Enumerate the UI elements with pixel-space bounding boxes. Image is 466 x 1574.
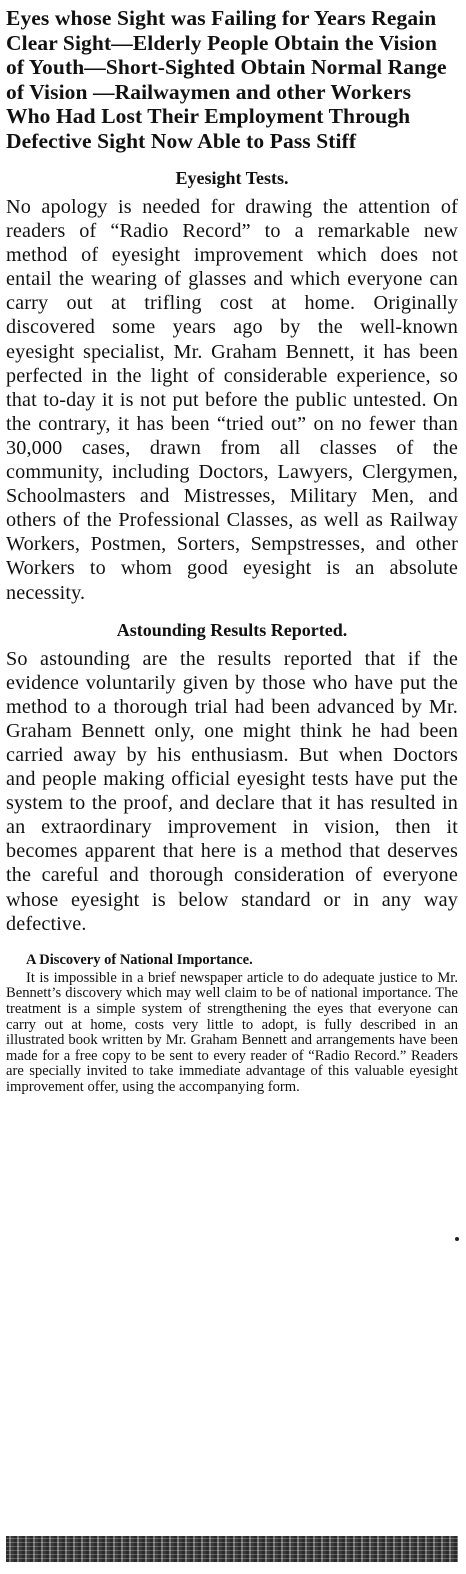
newspaper-article bbox=[6, 6, 458, 1095]
print-speck bbox=[455, 1237, 459, 1241]
section-heading-national-importance: A Discovery of National Importance. bbox=[26, 951, 253, 968]
article-headline: Eyes whose Sight was Failing for Years Regain Clear Sight—Elderly People Obtain the Vision of Youth—Short-Sighted Obtain Normal Range of Vision —Railwaymen and other Workers Who Had Lost Their Employment Through Defective Sight Now Able to Pass Stiff bbox=[6, 6, 447, 153]
section-text-eyesight-tests: No apology is needed for drawing the attention of readers of “Radio Record” to a remarkable new method of eyesight improvement which does not entail the wearing of glasses and which everyone can carry out at trifling cost at home. Originally discovered some years ago by the well-known eyesight specialist, Mr. Graham Bennett, it has been perfected in the light of considerable experience, so that to-day it is not put before the public untested. On the contrary, it has been “tried out” on no fewer than 30,000 cases, drawn from all classes of the community, including Doctors, Lawyers, Clergymen, Schoolmasters and Mistresses, Military Men, and others of the Professional Classes, as well as Railway Workers, Postmen, Sorters, Sempstresses, and other Workers to whom good eyesight is an absolute necessity. bbox=[6, 196, 458, 604]
section-heading-astounding-results: Astounding Results Reported. bbox=[116, 619, 348, 640]
section-heading-eyesight-tests: Eyesight Tests. bbox=[175, 168, 289, 188]
scanned-border-texture bbox=[6, 1536, 458, 1562]
section-text-astounding-results: So astounding are the results reported that if the evidence voluntarily given by those who have put the method to a thorough trial had been advanced by Mr. Graham Bennett only, one might think he had been carried away by his enthusiasm. But when Doctors and people making official eyesight tests have put the system to the proof, and declare that it has resulted in an extraordinary improvement in vision, then it becomes apparent that here is a method that deserves the careful and thorough consideration of everyone whose eyesight is below standard or in any way defective. bbox=[6, 647, 458, 935]
section-text-national-importance: It is impossible in a brief newspaper article to do adequate justice to Mr. Bennett’s discovery which may well claim to be of national importance. The treatment is a simple system of strengthening the eyes that everyone can carry out at home, costs very little to adopt, is fully described in an illustrated book written by Mr. Graham Bennett and arrangements have been made for a free copy to be sent to every reader of “Radio Record.” Readers are specially invited to take immediate advantage of this valuable eyesight improvement offer, using the accompanying form. bbox=[6, 969, 458, 1095]
